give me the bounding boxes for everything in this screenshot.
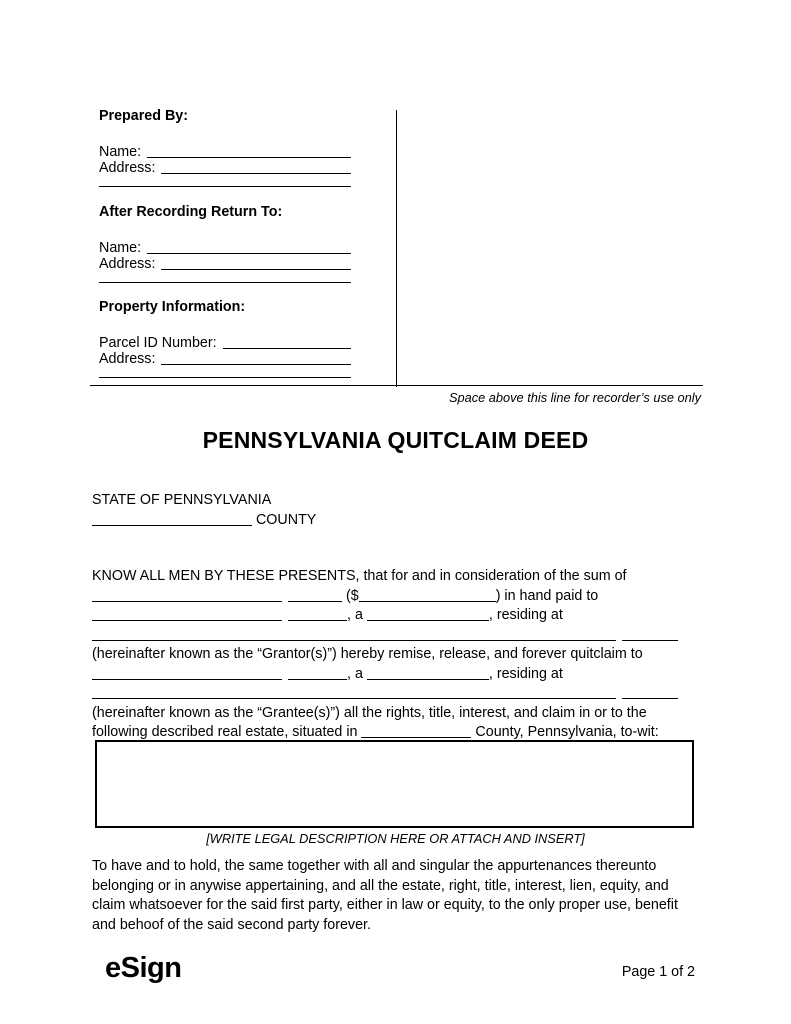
habendum-line: belonging or in anywise appertaining, and all the estate, right, title, interest, lien, equity, and <box>92 877 669 894</box>
grantor-address-line <box>92 626 712 646</box>
parcel-id-field <box>99 335 351 351</box>
dollar-open-text: ($ <box>345 587 359 604</box>
habendum-paragraph <box>92 857 732 935</box>
grantor-entity-type-blank-line <box>367 608 489 621</box>
grantor-address-blank-line <box>92 628 616 641</box>
name-label: Name: <box>99 240 142 256</box>
esign-logo: eSign <box>105 952 182 984</box>
grantor-name-blank-line <box>92 608 282 621</box>
residing-at-text: , residing at <box>488 665 563 682</box>
grantor-clause-line: (hereinafter known as the “Grantor(s)”) hereby remise, release, and forever quitclaim to <box>92 646 643 662</box>
property-address-field <box>99 351 351 367</box>
consideration-amount-words-blank-line <box>92 589 282 602</box>
deed-opening-line: KNOW ALL MEN BY THESE PRESENTS, that for and in consideration of the sum of <box>92 568 627 584</box>
comma-a-text: , a <box>347 607 363 623</box>
address-continuation-blank-line <box>99 282 351 283</box>
prepared-by-name-field <box>99 144 351 160</box>
address-blank-line <box>161 173 351 174</box>
parcel-id-label: Parcel ID Number: <box>99 335 217 351</box>
property-info-heading: Property Information: <box>99 299 246 315</box>
name-blank-line <box>147 253 351 254</box>
name-label: Name: <box>99 144 142 160</box>
jurisdiction-block <box>92 491 316 530</box>
situated-suffix-text: County, Pennsylvania, to-wit: <box>475 724 659 740</box>
residing-at-text: , residing at <box>488 607 563 623</box>
prepared-by-address-field <box>99 160 351 176</box>
county-name-blank-line <box>92 513 252 526</box>
grantee-name-line <box>92 665 712 685</box>
grantee-name-blank-line <box>288 667 347 680</box>
consideration-amount-words-blank-line <box>288 589 342 602</box>
comma-a-text: , a <box>347 665 363 682</box>
grantee-address-blank-line <box>622 686 678 699</box>
name-blank-line <box>147 157 351 158</box>
situated-prefix-text: following described real estate, situated in <box>92 724 358 740</box>
grantor-address-blank-line <box>622 628 678 641</box>
property-info-section <box>99 299 351 378</box>
after-recording-address-field <box>99 256 351 272</box>
legal-description-box <box>95 740 694 828</box>
parcel-id-blank-line <box>223 348 351 349</box>
address-continuation-blank-line <box>99 377 351 378</box>
address-label: Address: <box>99 256 156 272</box>
situated-county-blank-line <box>361 725 471 738</box>
address-label: Address: <box>99 351 156 367</box>
address-continuation-blank-line <box>99 186 351 187</box>
after-recording-heading: After Recording Return To: <box>99 204 283 220</box>
page-indicator: Page 1 of 2 <box>621 964 695 980</box>
grantor-name-line <box>92 606 712 626</box>
grantor-name-blank-line <box>288 608 347 621</box>
prepared-by-heading: Prepared By: <box>99 108 188 124</box>
grantee-address-line <box>92 684 712 704</box>
page-title: PENNSYLVANIA QUITCLAIM DEED <box>202 427 589 453</box>
address-label: Address: <box>99 160 156 176</box>
deed-body-paragraph <box>92 567 712 743</box>
habendum-line: and behoof of the said second party forever. <box>92 916 371 933</box>
dollar-close-text: ) in hand paid to <box>495 587 599 604</box>
habendum-line: claim whatsoever for the said first party, either in law or equity, to the only proper use, benefit <box>92 897 678 914</box>
after-recording-section <box>99 204 351 283</box>
grantee-name-blank-line <box>92 667 282 680</box>
habendum-line: To have and to hold, the same together with all and singular the appurtenances thereunto <box>92 858 657 874</box>
grantee-clause-line: (hereinafter known as the “Grantee(s)”) all the rights, title, interest, and claim in or to the <box>92 704 647 721</box>
state-line: STATE OF PENNSYLVANIA <box>92 492 272 508</box>
recorder-vertical-divider-rule <box>396 110 397 387</box>
grantee-address-blank-line <box>92 686 616 699</box>
address-blank-line <box>161 364 351 365</box>
legal-description-caption: [WRITE LEGAL DESCRIPTION HERE OR ATTACH AND INSERT] <box>206 831 585 846</box>
grantee-entity-type-blank-line <box>367 667 489 680</box>
consideration-line <box>92 587 712 607</box>
prepared-by-section <box>99 108 351 187</box>
county-line <box>92 511 316 531</box>
dollar-amount-blank-line <box>359 589 496 602</box>
recorder-use-note: Space above this line for recorder’s use only <box>448 390 701 405</box>
county-label: COUNTY <box>255 511 317 528</box>
after-recording-name-field <box>99 240 351 256</box>
recorder-horizontal-rule <box>90 385 703 386</box>
address-blank-line <box>161 269 351 270</box>
